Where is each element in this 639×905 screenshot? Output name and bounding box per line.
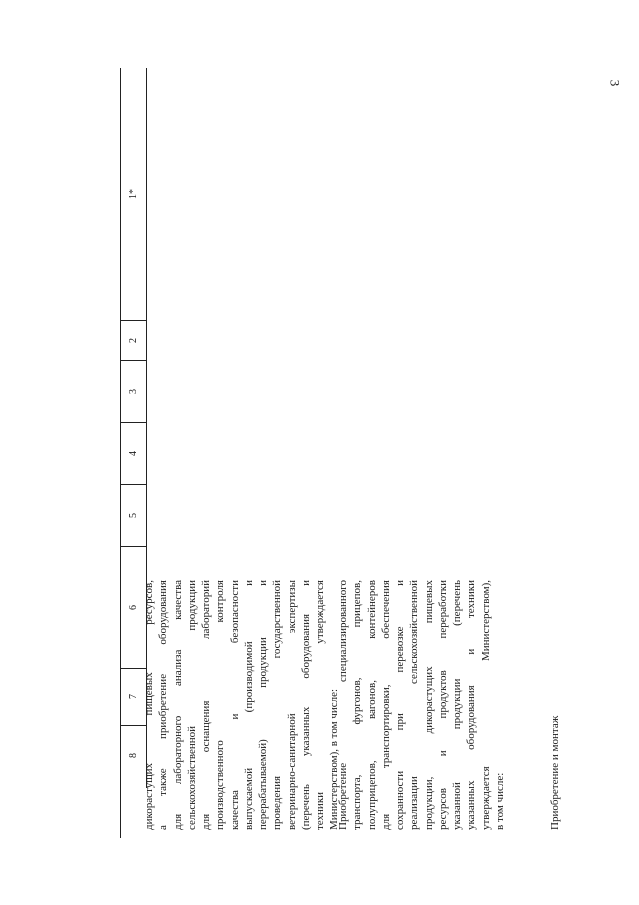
row-1-line: для лабораторного анализа качества [171,580,184,830]
row-3-line: Приобретение и монтаж [549,715,561,830]
row-1-line: для оснащения лабораторий [200,580,212,830]
row-2-line: реализации сельскохозяйственной [408,580,421,830]
column-header-5: 5 [121,484,146,547]
column-header-7: 7 [121,668,146,726]
row-2-line: указанных оборудования и техники [465,580,478,830]
row-1-line: техники утверждается [314,580,326,830]
row-1-line: перерабатываемой) продукции и [257,580,269,830]
row-2-line: ресурсов и продуктов переработки [436,580,449,830]
row-1-line: производственного контроля [214,580,227,830]
row-2-line: указанной продукции (перечень [451,580,463,830]
row-1-line: сельскохозяйственной продукции [185,580,198,830]
column-header-8: 8 [128,752,139,758]
row-1-line: выпускаемой (производимой и [242,580,255,830]
row-2-line: полуприцепов, вагонов, контейнеров [365,580,378,830]
row-1-line: качества и безопасности [228,580,241,830]
row-1-line: дикорастущих пищевых ресурсов, [143,580,155,830]
column-header-2: 2 [121,320,146,361]
row-1-line: (перечень указанных оборудования и [299,580,312,830]
column-header-4: 4 [121,422,146,485]
row-2-line: сохранности при перевозке и [394,580,406,830]
column-header-1: 1* [121,68,146,321]
row-2-line: утверждается Министерством), [479,580,492,830]
row-2-line: транспорта, фургонов, прицепов, [351,580,364,830]
column-header-6: 6 [121,546,146,669]
row-1-line: Министерством), в том числе: [328,688,341,830]
row-2-line: продукции, дикорастущих пищевых [422,580,435,830]
row-2-line: в том числе: [493,772,506,830]
column-header-3: 3 [121,360,146,423]
row-1-line: ветеринарно-санитарной экспертизы [285,580,298,830]
row-2-line: Приобретение специализированного [337,580,349,830]
row-1-line: проведения государственной [271,580,284,830]
row-1-line: а также приобретение оборудования [157,580,170,830]
page-number: 3 [607,79,623,87]
row-2-line: для транспортировки, обеспечения [379,580,392,830]
